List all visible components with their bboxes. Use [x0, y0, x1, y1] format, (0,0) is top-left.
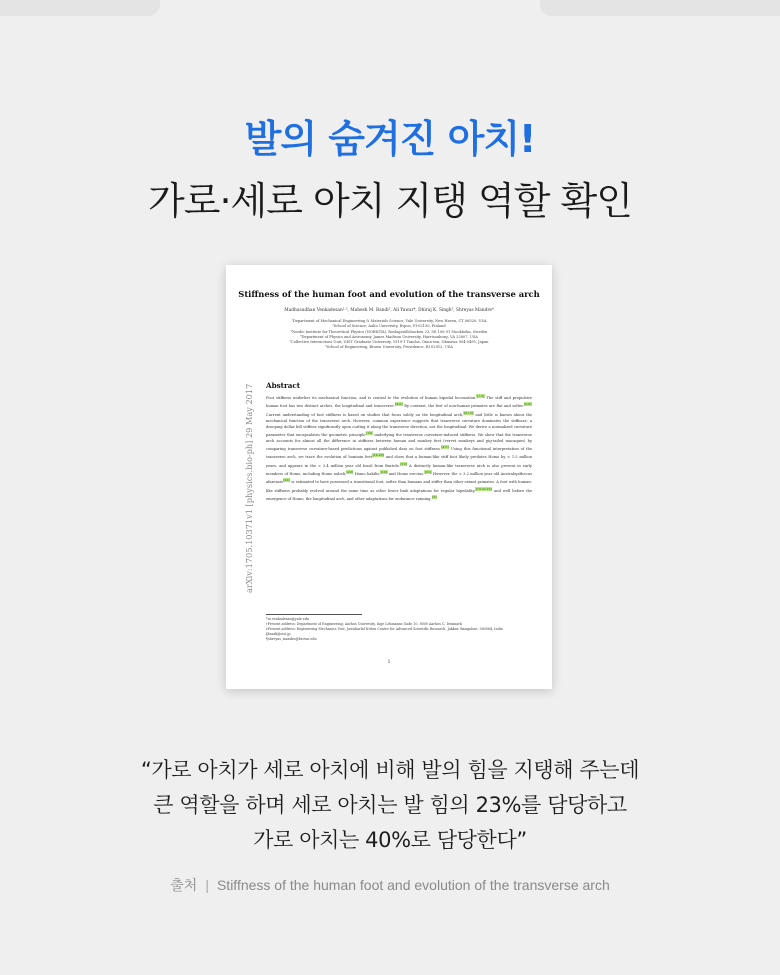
abstract-text: Using this functional interpretation of the transverse arch, we trace the evolution of hominin feet: [266, 447, 532, 460]
abstract-text: Foot stiffness underlies its mechanical function, and is central to the evolution of human bipedal locomotion.: [266, 396, 477, 401]
footnote-line: ¶shreyas_mandre@brown.edu: [266, 636, 317, 641]
abstract-text: Homo habilis,: [354, 472, 381, 477]
citation-ref[interactable]: [20]: [346, 470, 353, 474]
footnote-line: †Present address: Department of Engineering, Aarhus University, Inge Lehmanns Gade 10, 8000 Aarhus C, Denmark: [266, 621, 462, 626]
source-credit: [0, 875, 780, 895]
affiliation-line: ⁶School of Engineering, Brown University, Providence, RI 02912, USA: [325, 345, 453, 350]
abstract-text: and show that a human-like stiff foot likely predates Homo by ≈ 1.5 million years, and appears in the ≈ 3.4 million year old fossil from Burtele.: [266, 455, 532, 468]
affiliation-line: ⁴Department of Physics and Astronomy, James Madison University, Harrisonburg, VA 22807, USA: [300, 334, 478, 339]
citation-ref[interactable]: [3]: [432, 494, 437, 499]
affiliation-line: ⁵Collective Interactions Unit, OIST Graduate University, 1919-1 Tancha, Onna-son, Okinawa 904-0495, Japan: [289, 340, 489, 345]
citation-ref[interactable]: [4-6]: [395, 402, 403, 407]
citation-ref[interactable]: [13]: [366, 430, 373, 435]
quote-line: 큰 역할을 하며 세로 아치는 발 힘의 23%를 담당하고: [153, 793, 627, 817]
abstract-text: Current understanding of foot stiffness is based on studies that focus solely on the longitudinal arch,: [266, 412, 464, 417]
affiliation-line: ²School of Science, Aalto University, Espoo, FI-02150, Finland: [332, 324, 446, 329]
abstract-text: By contrast, the feet of non-human primates are flat and softer.: [404, 404, 524, 409]
citation-ref[interactable]: [19]: [400, 461, 407, 466]
citation-ref[interactable]: [16]: [380, 470, 388, 474]
abstract-text: The stiff and propulsive human foot has two distinct arches, the longitudinal and transverse.: [266, 396, 532, 409]
source-label: 출처: [170, 877, 198, 893]
citation-ref[interactable]: [1-3]: [476, 394, 485, 398]
citation-ref[interactable]: [19,22,23]: [475, 486, 492, 491]
paper-title: Stiffness of the human foot and evolution of the transverse arch: [238, 289, 540, 299]
top-right-tab-shape: [540, 0, 780, 16]
paper-thumbnail: [226, 265, 552, 689]
citation-ref[interactable]: [22]: [283, 478, 290, 483]
affiliation-line: ¹Department of Mechanical Engineering & Materials Science, Yale University, New Haven, CT 06520, USA: [291, 319, 487, 323]
abstract-text: and well before the emergence of Homo, the longitudinal arch, and other adaptations for endurance running.: [266, 488, 532, 502]
top-left-tab-shape: [0, 0, 160, 16]
paper-authors: Madhusudhan Venkadesan¹·², Mahesh M. Bandi³, Ali Yawar⁴, Dhiraj K. Singh³, Shreyas Mandre⁴: [284, 308, 494, 313]
abstract-heading: Abstract: [266, 381, 301, 390]
citation-ref[interactable]: [21]: [424, 470, 432, 474]
affiliation-line: ³Nordic Institute for Theoretical Physics (NORDITA), Roslagstullsbacken 23, SE 106 91 Stockholm, Sweden: [290, 329, 488, 334]
arxiv-stamp-text: arXiv:1705.10371v1 [physics.bio-ph] 29 May 2017: [244, 383, 254, 593]
footnote-line: §bandi@oist.jp: [266, 631, 291, 636]
arxiv-stamp: [234, 363, 254, 593]
abstract-body: [266, 393, 532, 502]
source-text: Stiffness of the human foot and evolution of the transverse arch: [216, 877, 610, 893]
footnote-line: ‡Present address: Engineering Mechanics Unit, Jawaharlal Nehru Centre for Advanced Scientific Research, Jakkur, Bangalore, 560064, India: [266, 626, 503, 631]
citation-ref[interactable]: [6-8]: [524, 402, 532, 407]
abstract-text: and little is known about the mechanical function of the transverse arch. However, common experience suggests that transverse curvature dominates the stiffness; a drooping dollar bill stiffens significantly upon curling it along the transverse direction, not the longitudinal. We derive a normalized curvature parameter that encapsulates the geometric principle: [266, 412, 533, 438]
citation-ref[interactable]: [14-20]: [372, 453, 384, 458]
footnote-divider: [266, 614, 362, 615]
paper-affiliations: [250, 319, 528, 351]
abstract-text: is estimated to have possessed a transitional foot, softer than humans and stiffer than other extant primates. A foot with human-like stiffness probably evolved around the same time as other lower limb adaptations for regular bipedality,: [266, 480, 532, 493]
quote-line: 가로 아치는 40%로 담당한다”: [253, 828, 527, 852]
subheadline: 가로·세로 아치 지탱 역할 확인: [148, 179, 632, 223]
quote-line: “가로 아치가 세로 아치에 비해 발의 힘을 지탱해 주는데: [140, 758, 640, 782]
page-number: 1: [387, 660, 391, 665]
abstract-text: underlying the transverse curvature-induced stiffness. We show that the transverse arch accounts for almost all the difference in stiffness between human and monkey feet (vervet monkeys and pig-tailed macaques) by comparing transverse curvature-based predictions against published data on foot stiffness.: [266, 433, 532, 452]
quote-block: [0, 753, 780, 858]
abstract-text: A distinctly human-like transverse arch is also present in early members of Homo, including Homo naledi,: [266, 463, 532, 477]
abstract-text: and Homo erectus.: [388, 472, 425, 477]
top-decoration: [0, 0, 780, 20]
citation-ref[interactable]: [4,5]: [441, 445, 449, 450]
footnotes: [266, 617, 534, 642]
footnote-line: *m.venkadesan@yale.edu: [266, 617, 309, 621]
abstract-text: However, the ≈ 3.2 million year old Australopithecus afarensis: [266, 472, 532, 485]
headline: 발의 숨겨진 아치!: [244, 117, 536, 161]
source-separator: |: [205, 877, 209, 893]
citation-ref[interactable]: [9-12]: [463, 410, 474, 415]
